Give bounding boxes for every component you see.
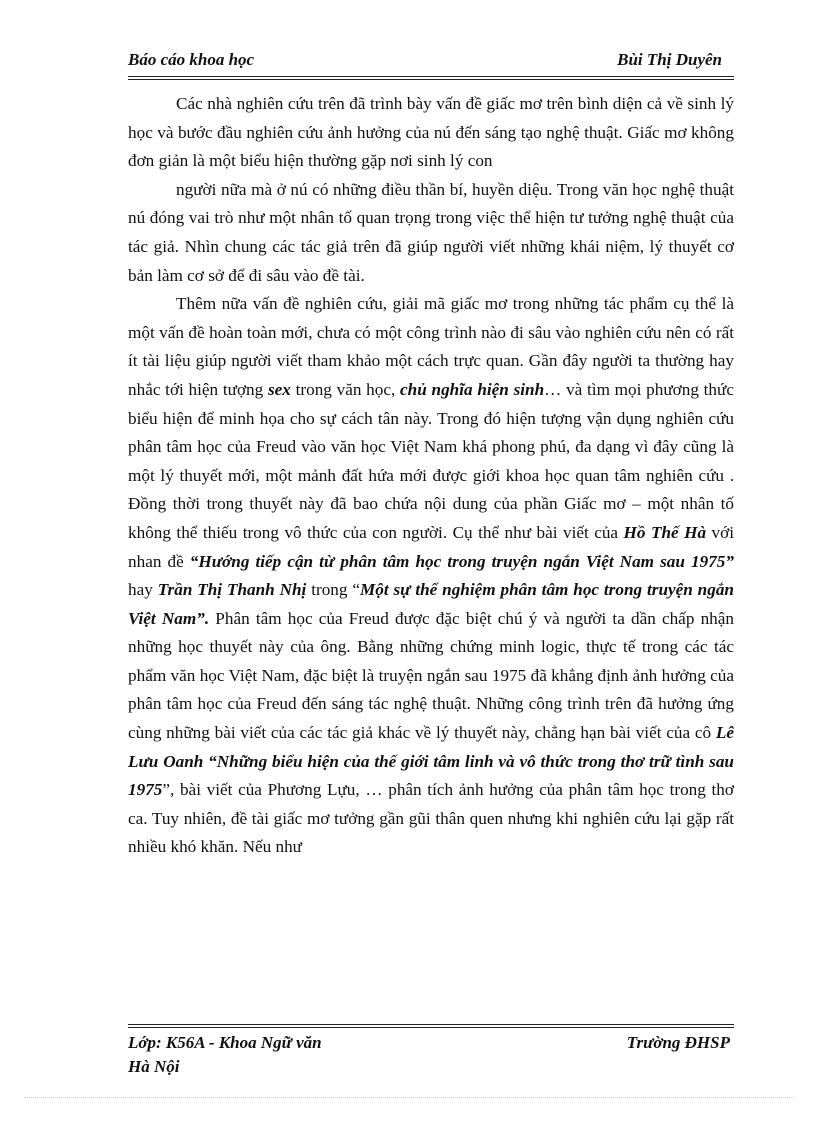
emphasis-existentialism: chủ nghĩa hiện sinh: [400, 379, 545, 399]
footer-city: Hà Nội: [128, 1057, 180, 1076]
page-separator: [24, 1097, 794, 1098]
footer-rule: [128, 1024, 734, 1028]
work-title-1: “Hướng tiếp cận từ phân tâm học trong truyện ngắn Việt Nam sau 1975”: [189, 551, 734, 571]
author-ho-the-ha: Hồ Thế Hà: [623, 522, 707, 542]
paragraph-1: Các nhà nghiên cứu trên đã trình bày vấn đề giấc mơ trên bình diện cả về sinh lý học và bước đầu nghiên cứu ảnh hưởng của nú đến sáng tạo nghệ thuật. Giấc mơ không đơn giản là một biểu hiện thường gặp nơi sinh lý con: [128, 94, 734, 171]
text-run: Phân tâm học của Freud được đặc biệt chú ý và người ta dần chấp nhận những học thuyết này của ông. Bằng những chứng minh logic, thực tế trong các tác phẩm văn học Việt Nam, đặc biệt là truyện ngắn sau 1975 đã khẳng định ảnh hưởng của phân tâm học của Freud đến sáng tác nghệ thuật. Những công trình trên đã hưởng ứng cùng những bài viết của các tác giả khác về lý thuyết này, chẳng hạn bài viết của cô: [128, 608, 734, 743]
work-title-2: Một sự thể nghiệm phân tâm học trong truyện ngắn Việt Nam”.: [128, 580, 734, 628]
text-run: hay: [128, 580, 158, 600]
text-run: trong “: [306, 580, 360, 600]
page-header: [128, 50, 734, 74]
text-run: ”, bài viết của Phương Lựu, … phân tích ảnh hưởng của phân tâm học trong thơ ca. Tuy nhiên, đề tài giấc mơ tưởng gần gũi thân quen nhưng khi nghiên cứu lại gặp rất nhiều khó khăn. Nếu như: [128, 780, 734, 857]
header-rule: [128, 76, 734, 80]
document-body: [128, 90, 734, 862]
paragraph-3: [128, 290, 734, 862]
text-run: trong văn học,: [290, 379, 401, 399]
author-tran-thi-thanh-nhi: Trần Thị Thanh Nhị: [157, 580, 307, 600]
author-le-luu-oanh: Lê Lưu Oanh “Những biểu hiện của thế giới tâm linh và vô thức trong thơ trữ tình sau 1975: [128, 723, 734, 800]
footer-class: Lớp: K56A - Khoa Ngữ văn: [128, 1033, 322, 1052]
emphasis-sex: sex: [267, 379, 291, 399]
paragraph-2: người nữa mà ở nú có những điều thần bí, huyền diệu. Trong văn học nghệ thuật nú đóng vai trò như một nhân tố quan trọng trong việc thể hiện tư tưởng nghệ thuật của tác giả. Nhìn chung các tác giả trên đã giúp người viết những khái niệm, lý thuyết cơ bản làm cơ sở để đi sâu vào đề tài.: [128, 179, 734, 285]
text-run: với nhan đề: [128, 522, 734, 571]
header-author: Bùi Thị Duyên: [617, 50, 722, 69]
text-run: Thêm nữa vấn đề nghiên cứu, giải mã giấc mơ trong những tác phẩm cụ thể là một vấn đề hoàn toàn mới, chưa có một công trình nào đi sâu vào nghiên cứu nên có rất ít tài liệu giúp người viết tham khảo một cách trực quan. Gần đây người ta thường hay nhắc tới hiện tượng: [128, 294, 734, 399]
footer-school: Trường ĐHSP: [626, 1033, 730, 1052]
text-run: … và tìm mọi phương thức biểu hiện để minh họa cho sự cách tân này. Trong đó hiện tượng vận dụng nghiên cứu phân tâm học của Freud vào văn học Việt Nam khá phong phú, đa dạng vì đây cũng là một lý thuyết mới, một mảnh đất hứa mới được giới khoa học quan tâm nghiên cứu . Đồng thời trong thuyết này đã bao chứa nội dung của phần Giấc mơ – một nhân tố không thể thiếu trong vô thức của con người. Cụ thể như bài viết của: [128, 379, 734, 542]
header-title: Báo cáo khoa học: [128, 50, 255, 69]
